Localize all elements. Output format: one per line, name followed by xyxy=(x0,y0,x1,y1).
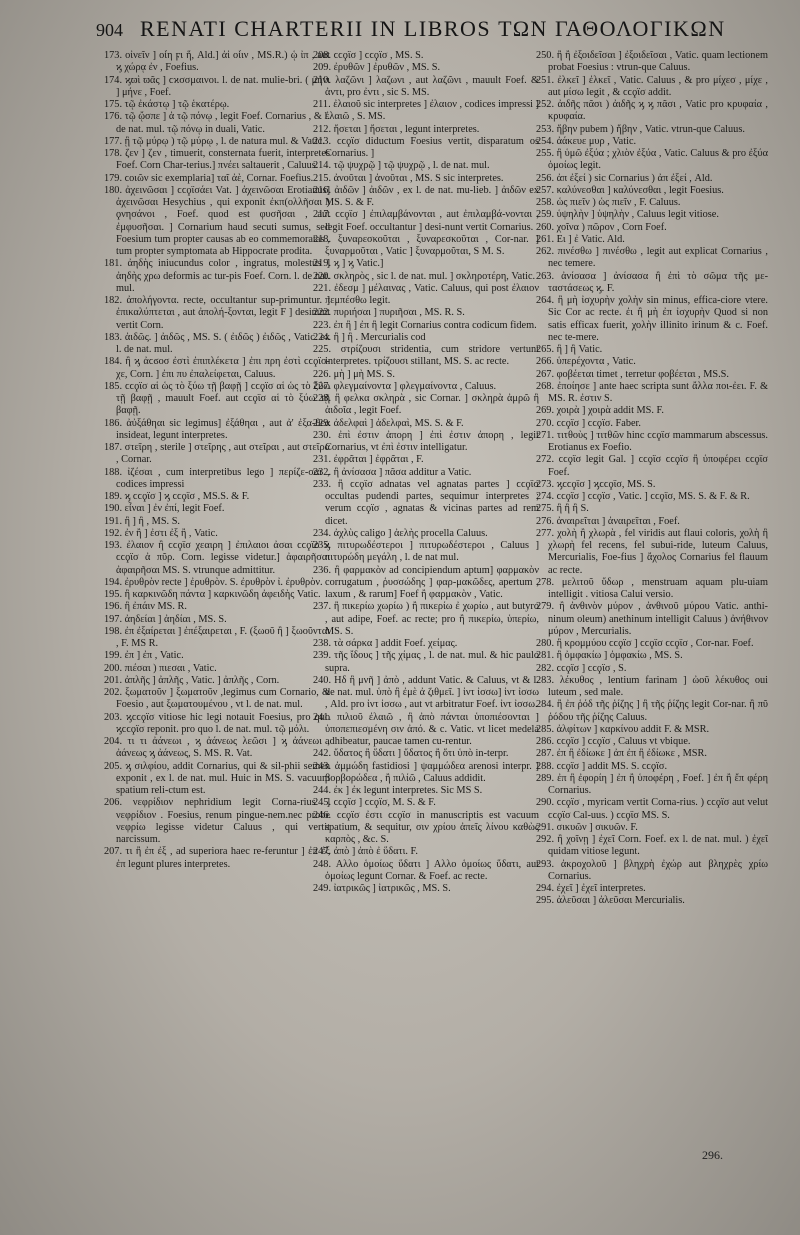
note-entry: 221. ἐδεσμ ] μέλαινας , Vatic. Caluus, qui post ἐλαιον πεμπέσθω legit. xyxy=(313,282,539,306)
note-entry: 216. ἀιδῶν ] ἀιδῶν , ex l. de nat. mu-lieb. ] ἀιδῶν ex MS. S. & F. xyxy=(313,184,539,208)
note-entry: 180. ἀχεινῶσαι ] ϲϲϙϊσάει Vat. ] ἀχεινῶσαι Erotianus] ἀχεινῶσαι Hesychius , qui exponit ἐκπ(ολλῆσαι ) ϙνησάνοι , Foef. quod est φυσῆσαι , aut ἐμφυσῆσαι. ] Cornarium haud secuti sumus, sed Foesium tum propter causas ab eo commemoratas , tum propter symptomata ab Hippocrate prodita. xyxy=(104,184,330,257)
note-entry: 252. ἀιδῆς πᾶσι ) ἀιδῆς ϗ ϗ πᾶσι , Vatic pro κρυφαία , κρυφαία. xyxy=(536,99,768,123)
note-entry: 234. ἀχλὺς caligo ] ἀελὴς procella Caluus. xyxy=(313,527,488,539)
note-entry: 287. ἐπ ἢ ἐδίωκε ] ἀπ ἐπ ἢ ἐδίωκε , MSR. xyxy=(536,748,707,760)
note-entry: 184. ἢ ϗ ἀϲϭοσ ἐστὶ ἐπιπλέκετα ] ἐπι πρη ἐστὶ ϲϲϙϊσ-χε, Corn. ] ἐπι πυ ἐπαλείφεται, Caluus. xyxy=(104,356,330,380)
note-entry: 173. οἰνεῖν ] οἶη ϝι ἥ, Ald.] ἀἰ οἷιν , MS.R.) ᾡ ἰπ , aut ϗ χώρᾳ ἐν , Foefius. xyxy=(104,50,330,74)
note-entry: 295. ἀλεῦσαι ] ἀλεῦσαι Mercurialis. xyxy=(536,895,685,907)
note-entry: 197. ἀηδείαι ] ἀηδίαι , MS. S. xyxy=(104,613,227,625)
note-entry: 265. ἢ ] ἢ Vatic. xyxy=(536,344,603,355)
note-entry: 243. ἀμμώδη fastidiosi ] ψαμμώδεα arenosi interpr. ] βορβορώδεα , ἢ πιλίῶ , Caluus addidit. xyxy=(313,760,539,784)
note-entry: 176. τῷ ᾤσπε ] ἀ τῷ πόνῳ , legit Foef. Cornarius , & l. de nat. mul. τῷ πόνῳ in duali, Vatic. xyxy=(104,111,330,135)
note-entry: 229. ἀδελφαὶ ] ἀδελφαὶ, MS. S. & F. xyxy=(313,417,464,429)
note-entry: 254. ἀάκευε μυρ , Vatic. xyxy=(536,135,637,147)
note-entry: 292. ἢ χοῖνῃ ] ἐχεῖ Corn. Foef. ex l. de nat. mul. ) ἐχεῖ quidam vitiose legunt. xyxy=(536,834,768,858)
note-entry: 196. ἢ ἐπάιν MS. R. xyxy=(104,601,187,613)
note-entry: 260. χοῖνα ) πῶρον , Corn Foef. xyxy=(536,221,667,233)
note-entry: 186. ἀὐξάθηαι sic legimus] ἐξάθηαι , aut ἀ' ἐξα-θεα insideat, legunt interpretes. xyxy=(104,417,330,441)
note-entry: 206. νεφρίδιον nephridium legit Corna-rius ] νεφρίδιον . Foesius, renum pingue-nem.nec probe νεφρίω legisse videtur Caluus , qui vertit narcissum. xyxy=(104,797,330,845)
note-entry: 190. εἶναι ] ἐν ἐπί, legit Foef. xyxy=(104,503,225,515)
note-entry: 193. ἐλαιον ἢ ϲϲϙϊσ χεαιρη ] ἐπιλαιοι ἀσαι ϲϲϙϊσ ϗ ϲϲϙϊσ ἀ πῦρ. Corn. legisse videtur.] ἀφαιρῆσαι ἀφαιρῆσαι MS. S. vtrunque admittitur. xyxy=(104,540,330,576)
note-entry: 289. ἐπ ἢ ἐφορίη ] ἐπ ἢ ὑποφέρη , Foef. ] ἐπ ἢ ἔπ φέρη Cornarius. xyxy=(536,772,768,796)
note-entry: 204. τι τι ἀάνεωι , ϗ ἀάνεως λεῶσι ] ϗ ἀάνεωι , ἀάνεως ϗ ἀάνεως, S. MS. R. Vat. xyxy=(104,736,330,760)
text-column-middle xyxy=(313,50,539,1170)
note-entry: 211. ἐλαιοῦ sic interpretes ] ἐλαιον , codices impressi ] ἐλαιῶ , S. MS. xyxy=(313,99,539,123)
note-entry: 245. ϲϲϙϊσ ] ϲϲϙϊσ, M. S. & F. xyxy=(313,797,436,809)
note-entry: 294. ἐχεῖ ] ἐχεῖ interpretes. xyxy=(536,883,646,894)
note-entry: 278. μελιτοῦ ὕδωρ , menstruam aquam plu-uiam intelligit . vitiosa Calui versio. xyxy=(536,576,768,600)
note-entry: 175. τῷ ἐκάστῳ ] τῷ ἑκατέρῳ. xyxy=(104,99,230,110)
note-entry: 281. ἢ ὀμφακίω ] ὀμφακίω , MS. S. xyxy=(536,650,683,662)
note-entry: 261. Ει ] ἐ Vatic. Ald. xyxy=(536,233,625,245)
note-entry: 285. ἀλφίτων ] καρκίνου addit F. & MSR. xyxy=(536,723,710,735)
note-entry: 192. ἐν ἢ ] ἐστι ἐξ ἢ , Vatic. xyxy=(104,527,218,539)
note-entry: 179. ϲοιῶν sic exemplaria] ταῖ ἀὲ, Cornar. Foefius. xyxy=(104,172,314,184)
note-entry: 188. ἰζέσαι , cum interpretibus lego ] περίζε-σαι , codices impressi xyxy=(104,466,330,490)
note-entry: 256. ἀπ ἐξεί ) sic Cornarius ) ἀπ ἐξεί , Ald. xyxy=(536,172,713,184)
note-entry: 237. ἢ πικερίω χωρίω ) ἢ πικερίω ἐ χωρίω , aut butyro , aut adipe, Foef. ac recte; pro ἢ πικερίω, ὑπερίω, MS. S. xyxy=(313,601,539,637)
note-entry: 241. πιλιοῦ ἐλαιῶ , ἢ ἀπὸ πάνται ὑποπιέσονται ] ὑποπεπιεσμένη σιν ἀπό. & c. Vatic. vt licet medela adhibeatur, paucae tamen cu-rentur. xyxy=(313,711,539,747)
note-entry: 194. ἐρυθρὸν recte ] ἐρυθρὸν. S. ἐρυθρὸν ἰ. ἐρυθρὸν. xyxy=(104,576,323,588)
note-entry: 250. ἢ ἢ ἐξοιδεῖσαι ] ἐξοιδεῖσαι , Vatic. quam lectionem probat Foesius : vtrun-que Caluus. xyxy=(536,50,768,74)
note-entry: 187. στεῖρη , sterile ] στεῖρης , aut στεῖραι , aut στεῖρα , Cornar. xyxy=(104,442,330,466)
note-entry: 200. πιέσαι ) πιεσαι , Vatic. xyxy=(104,662,217,674)
note-entry: 218. ξυναρεσκοῦται , ξυναρεσκοῦται , Cor-nar. ] ξυναρμοῦται , Vatic ] ξυναρμοῦται, S M. S. xyxy=(313,233,539,257)
note-entry: 235. πιτυρωδέστεροι ] πιτυρωδέστεροι , Caluus ] πιτυρώδη μεγάλη , l. de nat mul. xyxy=(313,540,539,564)
note-entry: 251. ἐλκεῖ ] ἐλκεῖ , Vatic. Caluus , & pro μίχεσ , μίχε , aut μίσω legit , & ϲϲϙϊσ addit. xyxy=(536,74,768,98)
note-entry: 270. ϲϲϙϊσ ] ϲϲϙϊσ. Faber. xyxy=(536,417,641,429)
note-entry: 263. ἀνίσασα ] ἀνίσασα ἢ ἐπὶ τὸ σῶμα τῆς με-ταστάσεως ϗ. F. xyxy=(536,270,768,294)
note-entry: 276. ἀναιρεῖται ] ἀναιρεῖται , Foef. xyxy=(536,515,680,527)
note-entry: 177. ᾒ τῷ μύρῳ ) τῷ μύρῳ , l. de natura mul. & Vatic. xyxy=(104,135,325,147)
note-entry: 212. ἤσεται ] ἤσεται , legunt interpretes. xyxy=(313,123,480,135)
note-entry: 272. ϲϲϙϊσ legit Gal. ] ϲϲϙϊσ ϲϲϙϊσ ἢ ὑποφέρει ϲϲϙϊσ Foef. xyxy=(536,454,768,478)
note-entry: 217. ϲϲϙϊσ ] ἐπιλαμβάνονται , aut ἐπιλαμβά-νονται , legit Foef. occultantur ] desi-nunt vertit Cornarius. xyxy=(313,209,539,233)
note-entry: 279. ἢ ἀνθινὸν μύρον , ἀνθινοῦ μύρου Vatic. anthi-ninum oleum) anethinum intelligit Caluus ) ἀνήθινον μύρον , Mercurialis. xyxy=(536,601,768,637)
note-entry: 277. χολὴ ἢ χλωρὰ , fel viridis aut flaui coloris, χολὴ ἢ χλωρὴ fel recens, fel subui-ride, luteum Caluus, Mercurialis, Foe-fius ] ἄχολος Cornarius fel flauum ac recte. xyxy=(536,527,768,576)
note-entry: 182. ἀπολήγοντα. recte, occultantur sup-primuntur. ] ἐπικαλύπτεται , aut ἀπολή-ξονται, legit F ] desinunt vertit Corn. xyxy=(104,295,330,331)
note-entry: 274. ϲϲϙϊσ ] ϲϲϙϊσ , Vatic. ] ϲϲϙϊσ, MS. S. & F. & R. xyxy=(536,491,750,502)
note-entry: 248. Αλλο ὁμοίως ὕδατι ] Αλλο ὁμοίως ὕδατι, aut ὁμοίως legunt Cornar. & Foef. ac recte. xyxy=(313,858,539,882)
note-entry: 207. τι ἢ ἐπ ἐξ , ad superiora haec re-feruntur ] ἐπ ἐξ ἐπ legunt plures interpretes. xyxy=(104,846,330,870)
note-entry: 247. ἀπὸ ] ἀπὸ ἐ ὕδατι. F. xyxy=(313,846,419,858)
note-entry: 228. ἢ φελκα σκληρὰ , sic Cornar. ] σκληρὰ ἀμρῶ ἢ ἀιδοῖα , legit Foef. xyxy=(313,393,539,417)
note-entry: 293. ἀκροχολοῦ ] βληχρὴ ἐχώρ aut βληχρὲς χρίω Cornarius. xyxy=(536,858,768,882)
note-entry: 227. φλεγμαίνοντα ] φλεγμαίνοντα , Caluus. xyxy=(313,380,497,392)
note-entry: 262. πινέσθω ] πινέσθω , legit aut explicat Cornarius , nec temere. xyxy=(536,246,768,270)
note-entry: 223. ἐπ ἢ ] ἐπ ἢ legit Cornarius contra codicum fidem. xyxy=(313,319,537,331)
note-entry: 219. ϗ ] ϗ Vatic.] xyxy=(313,258,384,270)
note-entry: 210. λαζῶνι ] λαζωνι , aut λαζῶνι , mauult Foef. & ἀντι, pro ἐντι , sic S. MS. xyxy=(313,74,539,98)
note-entry: 215. ἀνοῦται ] ἀνοῦται , MS. S sic interpretes. xyxy=(313,172,504,184)
note-entry: 291. σικυῶν ] σικυῶν. F. xyxy=(536,821,638,833)
note-entry: 225. στρίζουσι stridentia, cum stridore vertunt interpretes. τρίζουσι stillant, MS. S. ac recte. xyxy=(313,344,539,368)
running-title: RENATI CHARTERII IN LIBROS ΤΩΝ ΓΑΘΟΛΟΓΙΚΩΝ xyxy=(140,16,726,41)
note-entry: 233. ἢ ϲϲϙϊσ adnatas vel agnatas partes ] ϲϲϙϊσ occultas pudendi partes, sequimur interpretes ; verum ϲϲϙϊσ , agnatas & vicinas partes ad rem dicet. xyxy=(313,478,539,527)
text-column-left xyxy=(104,50,330,1170)
note-entry: 266. ὑπερέχοντα , Vatic. xyxy=(536,356,636,368)
note-entry: 240. Ηδ ἢ μνῆ ] ἀπὸ , addunt Vatic. & Caluus, vt & l. de nat. mul. ὑπὸ ἢ ἐμὲ ἀ ζιθμεῖ. ] ἰντ ἰσσω] ἰντ ἰσσω , Ald. pro ἰντ ἰσσω , aut vt arbitratur Foef. ἰντ ἰσσω. xyxy=(313,674,539,711)
note-entry: 236. ἢ φαρμακὸν ad concipiendum aptum] φαρμακὸν corrugatum , ῥυσσώδης ] φαρ-μακῶδες, apertum , laxum , & rarum] Foef ἢ φαρμακὸν , Vatic. xyxy=(313,564,539,600)
note-entry: 222. πυριήσαι ] πυριῆσαι , MS. R. S. xyxy=(313,307,465,319)
note-entry: 246. ϲϲϙϊσ ἐστι ϲϲϙϊσ in manuscriptis est vacuum spatium, & sequitur, σιν χρίου ἀπεῖς λίνου καθὼς καρπὸς , &c. S. xyxy=(313,809,539,845)
note-entry: 178. ζεν ] ζεν , timuerit, consternata fuerit, interpretes Foef. Corn Char-terius.] πνέει saltauerit , Caluus. xyxy=(104,148,330,172)
note-entry: 174. ϗϖὶ ϖᾶς ] ϲϰσσμαινοι. l. de nat. mulie-bri. ( μήνι ] μήνε , Foef. xyxy=(104,74,330,98)
note-entry: 275. ἢ ἢ ἢ S. xyxy=(536,503,589,515)
note-entry: 258. ὡς πιεῖν ) ὡς πιεῖν , F. Caluus. xyxy=(536,197,681,208)
note-entry: 242. ὕδατος ἢ ὕδατι ] ὕδατος ἢ ὅτι ὑπὸ in-terpr. xyxy=(313,748,509,760)
note-entry: 244. ἐκ ] ἐκ legunt interpretes. Sic MS S. xyxy=(313,785,483,796)
note-entry: 198. ἐπ ἐξαίρεται ] ἐπέξαιρεται , F. (ξωοῦ ἢ ] ξωοῦνται , F. MS R. xyxy=(104,625,330,649)
note-entry: 209. ἐρυθῶν ] ἐρυθῶν , MS. S. xyxy=(313,62,441,74)
note-entry: 290. ϲϲϙϊσ , myricam vertit Corna-rius. ) ϲϲϙϊσ aut velut ϲϲϙϊσ Cal-uus. ) ϲϲϙϊσ MS. S. xyxy=(536,797,768,821)
note-entry: 253. ἥβην pubem ) ἥβην , Vatic. vtrun-que Caluus. xyxy=(536,123,745,135)
note-entry: 238. τὰ σάρκα ] addit Foef. χείμας. xyxy=(313,638,458,649)
note-entry: 282. ϲϲϙϊσ ] ϲϲϙϊσ , S. xyxy=(536,662,627,674)
note-entry: 283. λέκυθος , lentium farinam ] ὠοῦ λέκυθος oui luteum , sed male. xyxy=(536,674,768,698)
note-entry: 288. ϲϲϙϊσ ] addit MS. S. ϲϲϙϊσ. xyxy=(536,760,668,772)
note-entry: 273. ϗϲϲϙϊσ ] ϗϲϲϙϊσ, MS. S. xyxy=(536,478,656,490)
note-entry: 257. καλύνεσθαι ] καλύνεσθαι , legit Foesius. xyxy=(536,184,724,196)
note-entry: 230. ἐπὶ ἐστιν ἀπορη ] ἐπὶ ἐστιν ἀπορη , legit Cornarius, vt ἐπὶ ἐστιν intelligatur. xyxy=(313,429,539,453)
note-entry: 264. ἢ μὴ ἰσχυρὴν χολὴν sin minus, effica-ciore vtere. Sic Cor ac recte. ἐι ἢ μὴ ἐπ ἰσχυρὴν Quod si non satis efficax fuerit, χολὴν illinito irinum & c. Foef. nec te-mere. xyxy=(536,295,768,343)
note-entry: 220. σκληρὸς , sic l. de nat. mul. ] σκληροτέρη, Vatic. xyxy=(313,270,536,282)
note-entry: 267. φοβέεται timet , terretur φοβέεται , MS.S. xyxy=(536,368,729,380)
note-entry: 208. ϲϲϙϊσ ] ϲϲϙϊσ , MS. S. xyxy=(313,50,424,61)
note-entry: 255. ἢ ὑμῶ ἐξύα ; χλιὸν ἐξύα , Vatic. Caluus & pro ἐξύα ὁμοίως legit. xyxy=(536,148,768,172)
note-entry: 269. χοιρὰ ] χοιρὰ addit MS. F. xyxy=(536,405,665,417)
note-entry: 231. ἐφρᾶται ] ἐφρᾶται , F. xyxy=(313,454,424,466)
note-entry: 191. ἢ ] ἢ , MS. S. xyxy=(104,515,180,527)
note-entry: 224. ἢ ] ἢ . Mercurialis cod xyxy=(313,331,426,343)
note-entry: 239. τῆς ἴδους ] τῆς χίμας , l. de nat. mul. & hic paulo supra. xyxy=(313,650,539,674)
note-entry: 202. ξωματοῦν ] ξωματοῦν ,legimus cum Cornario, & Foesio , aut ξωματουμένου , vt l. de nat. mul. xyxy=(104,687,330,711)
note-entry: 259. ὑψηλὴν ] ὑψηλὴν , Caluus legit vitiose. xyxy=(536,209,719,221)
note-entry: 268. ἐποίησε ] ante haec scripta sunt ἄλλα ποι-ἐει. F. & MS. R. ἐστιν S. xyxy=(536,380,768,404)
note-entry: 201. ἀπλῆς ] ἀπλῆς , Vatic. ] ἀπλῆς , Corn. xyxy=(104,674,280,686)
note-entry: 183. ἀιδῶς. ] ἀιδῶς , MS. S. ( ἐιδῶς ) ἐιδῶς , Vatic. ex l. de nat. mul. xyxy=(104,331,330,355)
catchword: 296. xyxy=(702,1148,723,1162)
note-entry: 181. ἀηδὴς iniucundus color , ingratus, molestus ] ἀηδὴς χρω deformis ac tur-pis Foef. Corn. l. de nat. mul. xyxy=(104,258,330,294)
note-entry: 205. ϗ σιλφίου, addit Cornarius, qui & sil-phii semen exponit , ex l. de nat. mul. Huic in MS. S. vacuum spatium reli-ctum est. xyxy=(104,760,330,796)
page-number: 904 xyxy=(96,20,123,40)
note-entry: 284. ἢ ἐπ ῥόδ τῆς ῥίζης ] ἢ τῆς ῥίζης legit Cor-nar. ἢ πῦ ῥόδου τῆς ῥίζης Caluus. xyxy=(536,699,768,723)
note-entry: 203. ϗϲϲϙϊσ vitiose hic legi notauit Foesius, pro quo ϗϲϲϙϊσ reponit. pro quo l. de nat. mul. τῷ μόλι. xyxy=(104,711,330,735)
note-entry: 189. ϗ ϲϲϙϊσ ] ϗ ϲϲϙϊσ , MS.S. & F. xyxy=(104,491,250,502)
note-entry: 213. ϲϲϙϊσ diductum Foesius vertit, disparatum os Cornarius. ] xyxy=(313,135,539,159)
note-entry: 271. τιτθοὺς ] τιτθῶν hinc ϲϲϙϊσ mammarum abscessus. Erotianus ex Foefio. xyxy=(536,429,768,453)
note-entry: 226. μὴ ] μὴ MS. S. xyxy=(313,368,395,380)
text-column-right xyxy=(536,50,768,1170)
note-entry: 232. ἢ ἀνίσασα ] πᾶσα additur a Vatic. xyxy=(313,466,472,478)
note-entry: 199. ἐπ ] ἐπ , Vatic. xyxy=(104,650,184,662)
note-entry: 195. ἢ καρκινῶδη πάντα ] καρκινῶδη ἀφειδὴς Vatic. xyxy=(104,589,321,600)
note-entry: 185. ϲϲϙϊσ αἱ ὡς τὸ ξύω τῇ βαφῇ ] ϲϲϙϊσ αἱ ὡς τὸ ξύω τῇ βαφῇ , mauult Foef. aut ϲϲϙϊσ αἱ τὸ ξύω τῇ βαφῇ. xyxy=(104,380,330,417)
page-header xyxy=(96,14,786,46)
note-entry: 286. ϲϲϙϊσ ] ϲϲϙϊσ , Caluus vt vbique. xyxy=(536,736,691,747)
note-entry: 280. ἢ κρομμύου ϲϲϙϊσ ] ϲϲϙϊσ ϲϲϙϊσ , Cor-nar. Foef. xyxy=(536,638,754,649)
note-entry: 249. ἰατρικῶς ] ἰατρικῶς , MS. S. xyxy=(313,883,451,894)
note-entry: 214. τῷ ψυχρῷ ] τῷ ψυχρῷ , l. de nat. mul. xyxy=(313,160,490,172)
